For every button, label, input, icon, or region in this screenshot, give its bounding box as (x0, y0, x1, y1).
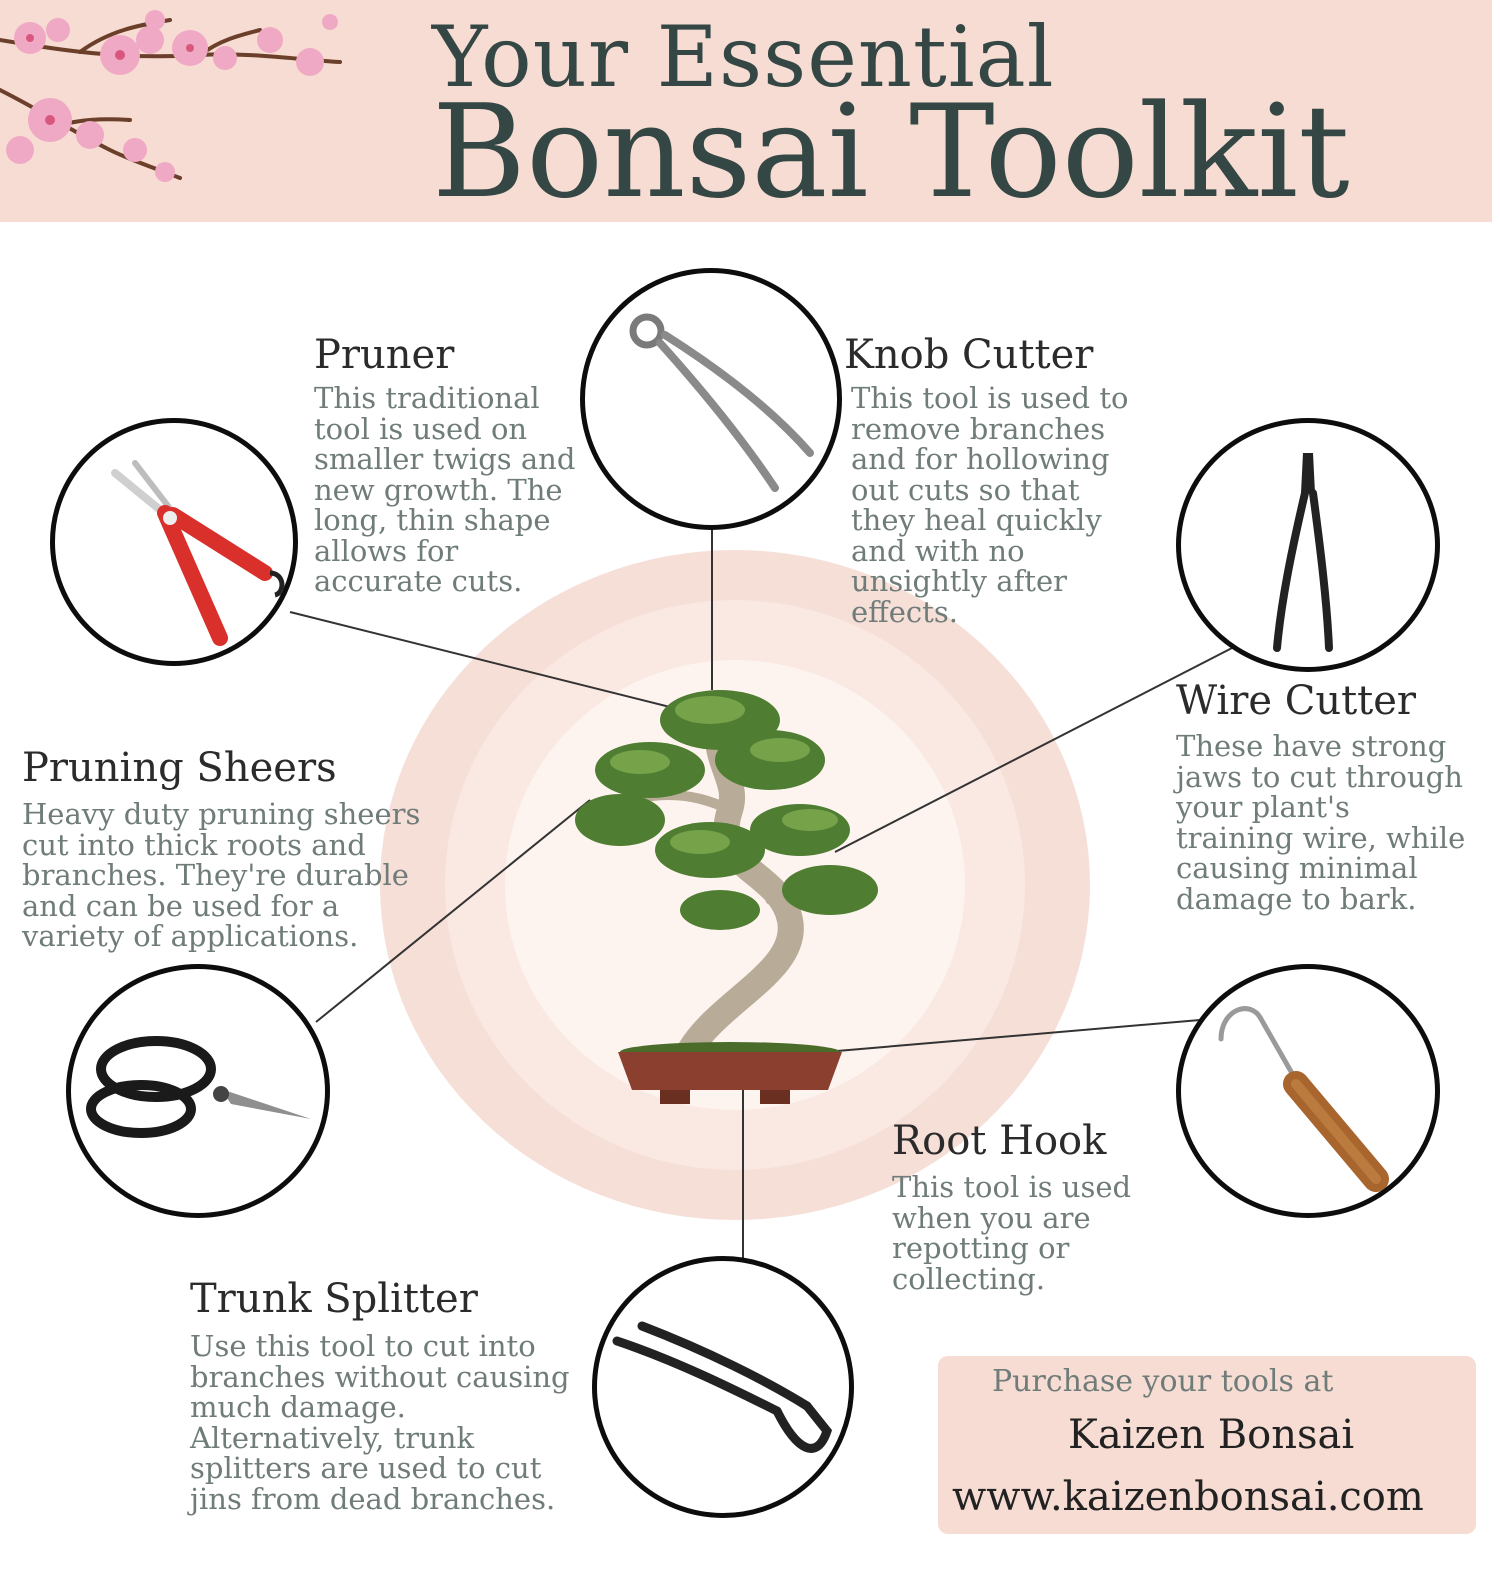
tool-name-pruner: Pruner (314, 332, 455, 378)
purchase-prompt: Purchase your tools at (992, 1364, 1334, 1399)
tool-description-root-hook: This tool is used when you are repotting or collecting. (892, 1170, 1132, 1296)
tool-description-wire-cutter: These have strong jaws to cut through your plant's training wire, while causing minimal damage to bark. (1176, 729, 1466, 916)
root-hook-icon (1181, 969, 1440, 1218)
tool-name-wire-cutter: Wire Cutter (1176, 678, 1417, 724)
tool-description-pruner: This traditional tool is used on smaller twigs and new growth. The long, thin shape allows for accurate cuts. (314, 381, 576, 598)
tool-description-pruning-sheers: Heavy duty pruning sheers cut into thick roots and branches. They're durable and can be used for a variety of applications. (22, 797, 421, 953)
page-title-line2: Bonsai Toolkit (432, 78, 1350, 227)
pruning-sheers-icon (71, 969, 330, 1218)
tool-name-pruning-sheers: Pruning Sheers (22, 745, 337, 791)
tool-name-trunk-splitter: Trunk Splitter (190, 1276, 478, 1322)
bonsai-tree-image (560, 680, 890, 1120)
tool-description-trunk-splitter: Use this tool to cut into branches without causing much damage. Alternatively, trunk splitters are used to cut jins from dead branches. (190, 1329, 570, 1516)
pruner-icon (55, 423, 298, 666)
wire-cutter-icon (1181, 423, 1440, 672)
page-title-line1: Your Essential (432, 8, 1055, 106)
trunk-splitter-image-circle (592, 1256, 854, 1518)
root-hook-image-circle (1176, 964, 1440, 1218)
tool-description-knob-cutter: This tool is used to remove branches and for hollowing out cuts so that they heal quickly and with no unsightly after effects. (851, 381, 1129, 629)
wire-cutter-image-circle (1176, 418, 1440, 672)
pruner-image-circle (50, 418, 298, 666)
tool-name-root-hook: Root Hook (892, 1118, 1107, 1164)
store-name: Kaizen Bonsai (1068, 1412, 1355, 1458)
store-url-link[interactable]: www.kaizenbonsai.com (952, 1474, 1424, 1520)
tool-name-knob-cutter: Knob Cutter (844, 332, 1094, 378)
knob-cutter-icon (585, 273, 842, 530)
purchase-box (938, 1356, 1476, 1534)
pruning-sheers-image-circle (66, 964, 330, 1218)
knob-cutter-image-circle (580, 268, 842, 530)
trunk-splitter-icon (597, 1261, 854, 1518)
